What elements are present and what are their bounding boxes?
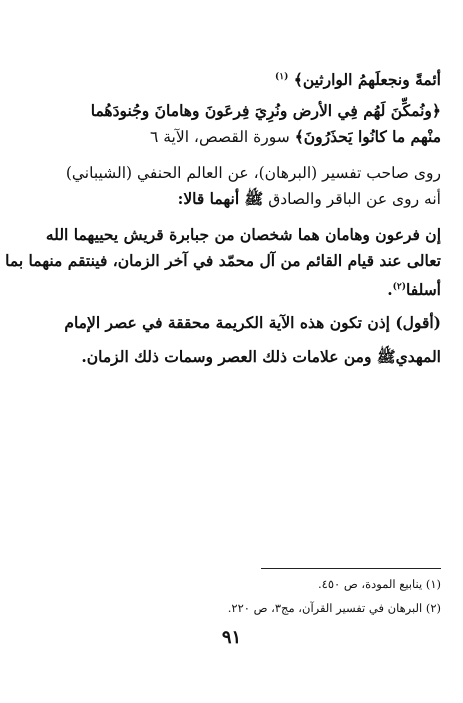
quran-verse-line-1: [22, 66, 441, 91]
quran-verse-line-2: ﴿ونُمكِّنَ لَهُم فِي الأرض ونُرِيَ فِرعَونَ وهامانَ وجُنودَهُما: [90, 101, 441, 120]
verse-text: أئمةً ونجعلَهمُ الوارثين﴾: [293, 70, 441, 90]
quote-line-1: إن فرعون وهامان هما شخصان من جبابرة قريش يحييهما الله: [45, 225, 441, 244]
comment-line-2: المهديﷺ ومن علامات ذلك العصر وسمات ذلك الزمان.: [81, 347, 441, 366]
quran-verse-line-3: [22, 126, 441, 148]
verse-citation: سورة القصص، الآية ٦: [149, 128, 290, 146]
quote-line-3: [22, 276, 441, 301]
body-line-2: [22, 188, 441, 210]
footnote-ref-2: (٢): [392, 282, 406, 292]
quote-line-2: تعالى عند قيام القائم من آل محمّد في آخر الزمان، فينتقم منهما بما: [5, 251, 441, 270]
page-number: ٩١: [221, 627, 242, 648]
body-text: أنه روى عن الباقر والصادق: [268, 190, 441, 208]
footnote-1: (١) ينابيع المودة، ص ٤٥٠.: [318, 577, 441, 591]
quote-text: أسلفا: [406, 280, 441, 300]
quote-end: .: [387, 280, 393, 300]
footnote-ref-1: (١): [274, 72, 289, 82]
footnote-2: (٢) البرهان في تفسير القرآن، مج٣، ص ٢٢٠.: [227, 601, 441, 615]
footnote-divider: [261, 568, 441, 569]
comment-line-1: (أقول) إذن تكون هذه الآية الكريمة محققة في عصر الإمام: [64, 313, 441, 332]
body-line-1: روى صاحب تفسير (البرهان)، عن العالم الحنفي (الشيباني): [65, 164, 441, 182]
body-text-bold: ﷺ أنهما قالا:: [177, 189, 264, 208]
verse-text-end: منْهم ما كانُوا يَحذَرُونَ﴾: [294, 127, 441, 146]
